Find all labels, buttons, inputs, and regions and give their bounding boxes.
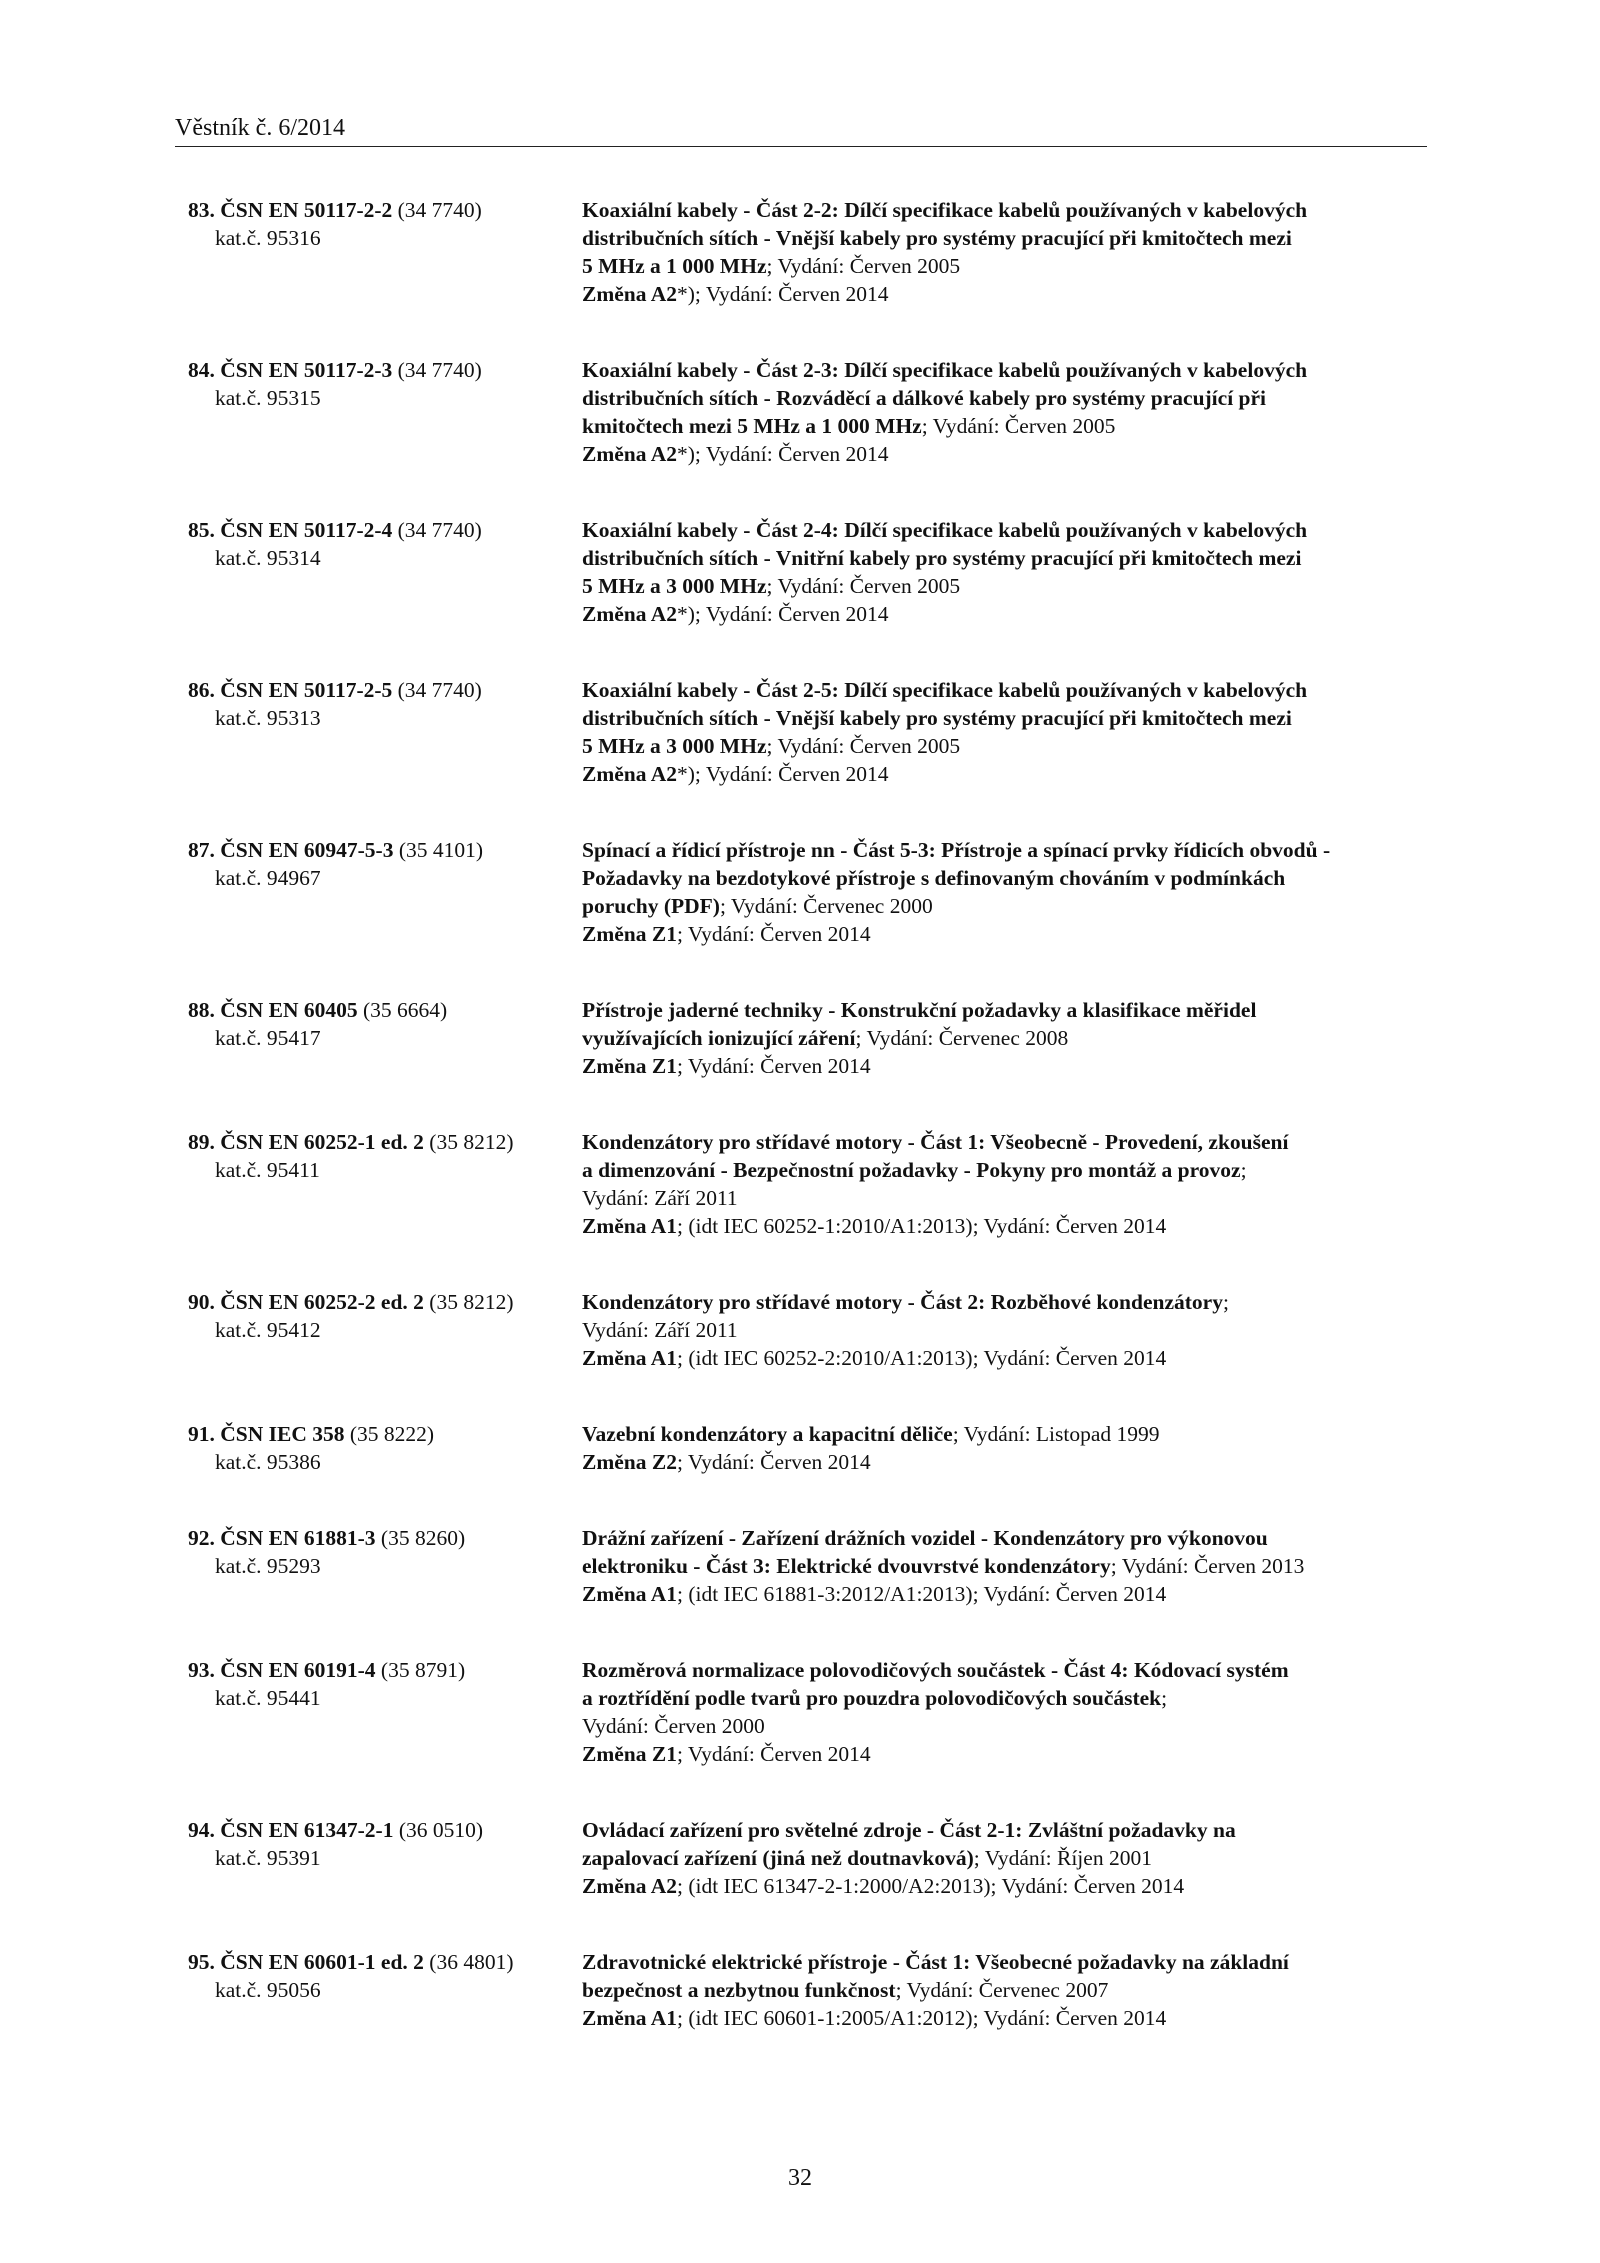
description-bold-text: Kondenzátory pro střídavé motory - Část 1: Všeobecně - Provedení, zkoušení — [582, 1130, 1289, 1154]
catalog-number: kat.č. 94967 — [215, 866, 321, 890]
standard-description — [582, 1656, 1422, 1768]
description-bold-text: Přístroje jaderné techniky - Konstrukční požadavky a klasifikace měřidel — [582, 998, 1257, 1022]
list-item — [0, 356, 1600, 516]
description-text: ; Vydání: Červen 2014 — [676, 1054, 871, 1078]
description-text: ; Vydání: Červen 2005 — [766, 574, 961, 598]
description-bold-text: Změna Z1 — [582, 1742, 677, 1766]
description-bold-text: Vazební kondenzátory a kapacitní děliče — [582, 1422, 953, 1446]
standard-identifier — [188, 1656, 568, 1712]
standard-identifier — [188, 996, 568, 1052]
description-text: ; (idt IEC 60252-1:2010/A1:2013); Vydání: Červen 2014 — [676, 1214, 1167, 1238]
catalog-number: kat.č. 95316 — [215, 226, 321, 250]
description-bold-text: distribučních sítích - Rozváděcí a dálkové kabely pro systémy pracující při — [582, 386, 1267, 410]
entry-number: 86. — [188, 678, 215, 702]
standard-code: ČSN EN 50117-2-4 — [220, 518, 393, 542]
description-bold-text: kmitočtech mezi 5 MHz a 1 000 MHz — [582, 414, 922, 438]
description-line — [582, 1316, 1422, 1344]
description-text: ; Vydání: Červenec 2008 — [855, 1026, 1069, 1050]
description-line — [582, 1740, 1422, 1768]
classification-code: (35 6664) — [363, 998, 448, 1022]
entry-number: 84. — [188, 358, 215, 382]
description-bold-text: Změna A1 — [582, 2006, 677, 2030]
standard-description — [582, 1420, 1422, 1476]
description-line — [582, 412, 1422, 440]
description-bold-text: distribučních sítích - Vnější kabely pro systémy pracující při kmitočtech mezi — [582, 226, 1292, 250]
description-text: *); Vydání: Červen 2014 — [676, 282, 889, 306]
standard-description — [582, 1816, 1422, 1900]
standard-identifier — [188, 196, 568, 252]
description-text: ; Vydání: Červen 2014 — [676, 1742, 871, 1766]
standard-description — [582, 836, 1422, 948]
description-line — [582, 1524, 1422, 1552]
description-text: ; (idt IEC 60601-1:2005/A1:2012); Vydání: Červen 2014 — [676, 2006, 1167, 2030]
standard-description — [582, 356, 1422, 468]
description-line — [582, 1872, 1422, 1900]
description-text: Vydání: Září 2011 — [582, 1318, 738, 1342]
description-bold-text: distribučních sítích - Vnitřní kabely pro systémy pracující při kmitočtech mezi — [582, 546, 1302, 570]
classification-code: (35 8791) — [380, 1658, 466, 1682]
description-text: ; Vydání: Červen 2014 — [676, 1450, 871, 1474]
description-text: ; (idt IEC 61347-2-1:2000/A2:2013); Vydání: Červen 2014 — [676, 1874, 1185, 1898]
description-bold-text: využívajících ionizující záření — [582, 1026, 856, 1050]
description-line — [582, 732, 1422, 760]
list-item — [0, 676, 1600, 836]
standard-code: ČSN EN 60252-1 ed. 2 — [220, 1130, 424, 1154]
standard-description — [582, 516, 1422, 628]
description-line — [582, 1024, 1422, 1052]
standard-code: ČSN EN 60601-1 ed. 2 — [220, 1950, 424, 1974]
description-bold-text: a dimenzování - Bezpečnostní požadavky - Pokyny pro montáž a provoz — [582, 1158, 1241, 1182]
description-line — [582, 1448, 1422, 1476]
classification-code: (35 8212) — [429, 1130, 514, 1154]
description-bold-text: Koaxiální kabely - Část 2-5: Dílčí specifikace kabelů používaných v kabelových — [582, 678, 1308, 702]
description-bold-text: Změna A2 — [582, 282, 677, 306]
classification-code: (34 7740) — [397, 198, 482, 222]
standard-code: ČSN EN 60252-2 ed. 2 — [220, 1290, 424, 1314]
description-line — [582, 1656, 1422, 1684]
standard-code: ČSN IEC 358 — [220, 1422, 345, 1446]
standards-list — [0, 196, 1600, 2080]
standard-code: ČSN EN 61881-3 — [220, 1526, 376, 1550]
description-bold-text: Změna A2 — [582, 442, 677, 466]
description-bold-text: Změna A1 — [582, 1346, 677, 1370]
description-line — [582, 892, 1422, 920]
standard-identifier — [188, 1420, 568, 1476]
description-text: *); Vydání: Červen 2014 — [676, 762, 889, 786]
description-bold-text: Změna Z1 — [582, 1054, 677, 1078]
description-line — [582, 1580, 1422, 1608]
standard-description — [582, 1288, 1422, 1372]
catalog-number: kat.č. 95313 — [215, 706, 321, 730]
description-line — [582, 600, 1422, 628]
list-item — [0, 1420, 1600, 1524]
classification-code: (34 7740) — [397, 358, 482, 382]
description-bold-text: Změna A2 — [582, 602, 677, 626]
description-line — [582, 280, 1422, 308]
standard-identifier — [188, 516, 568, 572]
catalog-number: kat.č. 95391 — [215, 1846, 321, 1870]
list-item — [0, 1948, 1600, 2080]
header-title: Věstník č. 6/2014 — [175, 115, 345, 141]
description-line — [582, 1288, 1422, 1316]
description-line — [582, 1948, 1422, 1976]
description-bold-text: Ovládací zařízení pro světelné zdroje - Část 2-1: Zvláštní požadavky na — [582, 1818, 1236, 1842]
description-text: ; Vydání: Říjen 2001 — [973, 1846, 1152, 1870]
description-bold-text: Změna A2 — [582, 762, 677, 786]
description-text: Vydání: Září 2011 — [582, 1186, 738, 1210]
entry-number: 94. — [188, 1818, 215, 1842]
standard-code: ČSN EN 50117-2-3 — [220, 358, 393, 382]
description-bold-text: 5 MHz a 3 000 MHz — [582, 574, 767, 598]
description-bold-text: Kondenzátory pro střídavé motory - Část 2: Rozběhové kondenzátory — [582, 1290, 1223, 1314]
description-text: *); Vydání: Červen 2014 — [676, 602, 889, 626]
description-line — [582, 1712, 1422, 1740]
standard-code: ČSN EN 50117-2-5 — [220, 678, 393, 702]
list-item — [0, 196, 1600, 356]
description-text: ; (idt IEC 61881-3:2012/A1:2013); Vydání: Červen 2014 — [676, 1582, 1167, 1606]
description-line — [582, 676, 1422, 704]
description-text: ; Vydání: Červen 2005 — [766, 254, 961, 278]
catalog-number: kat.č. 95411 — [215, 1158, 320, 1182]
catalog-number: kat.č. 95315 — [215, 386, 321, 410]
entry-number: 93. — [188, 1658, 215, 1682]
entry-number: 89. — [188, 1130, 215, 1154]
catalog-number: kat.č. 95412 — [215, 1318, 321, 1342]
classification-code: (35 8260) — [380, 1526, 466, 1550]
standard-description — [582, 196, 1422, 308]
description-text: ; — [1240, 1158, 1247, 1182]
list-item — [0, 1288, 1600, 1420]
entry-number: 92. — [188, 1526, 215, 1550]
description-line — [582, 516, 1422, 544]
list-item — [0, 1128, 1600, 1288]
description-bold-text: Rozměrová normalizace polovodičových součástek - Část 4: Kódovací systém — [582, 1658, 1289, 1682]
catalog-number: kat.č. 95441 — [215, 1686, 321, 1710]
description-bold-text: poruchy (PDF) — [582, 894, 720, 918]
list-item — [0, 1816, 1600, 1948]
description-line — [582, 1552, 1422, 1580]
description-bold-text: Změna Z1 — [582, 922, 677, 946]
standard-identifier — [188, 1128, 568, 1184]
list-item — [0, 836, 1600, 996]
standard-identifier — [188, 1524, 568, 1580]
description-bold-text: Změna Z2 — [582, 1450, 677, 1474]
standard-description — [582, 996, 1422, 1080]
description-line — [582, 440, 1422, 468]
standard-identifier — [188, 356, 568, 412]
entry-number: 88. — [188, 998, 215, 1022]
catalog-number: kat.č. 95293 — [215, 1554, 321, 1578]
description-bold-text: distribučních sítích - Vnější kabely pro systémy pracující při kmitočtech mezi — [582, 706, 1292, 730]
description-text: *); Vydání: Červen 2014 — [676, 442, 889, 466]
description-line — [582, 920, 1422, 948]
description-text: ; — [1161, 1686, 1168, 1710]
description-text: ; Vydání: Listopad 1999 — [952, 1422, 1160, 1446]
classification-code: (34 7740) — [397, 678, 482, 702]
standard-description — [582, 1948, 1422, 2032]
entry-number: 85. — [188, 518, 215, 542]
description-line — [582, 1184, 1422, 1212]
entry-number: 91. — [188, 1422, 215, 1446]
description-line — [582, 2004, 1422, 2032]
description-bold-text: Požadavky na bezdotykové přístroje s definovaným chováním v podmínkách — [582, 866, 1286, 890]
standard-identifier — [188, 1816, 568, 1872]
page-number: 32 — [788, 2165, 812, 2191]
description-text: ; (idt IEC 60252-2:2010/A1:2013); Vydání: Červen 2014 — [676, 1346, 1167, 1370]
list-item — [0, 1524, 1600, 1656]
description-line — [582, 384, 1422, 412]
description-text: ; Vydání: Červen 2005 — [921, 414, 1116, 438]
classification-code: (34 7740) — [397, 518, 482, 542]
entry-number: 95. — [188, 1950, 215, 1974]
list-item — [0, 516, 1600, 676]
description-bold-text: elektroniku - Část 3: Elektrické dvouvrstvé kondenzátory — [582, 1554, 1111, 1578]
description-bold-text: Koaxiální kabely - Část 2-2: Dílčí specifikace kabelů používaných v kabelových — [582, 198, 1308, 222]
standard-code: ČSN EN 60947-5-3 — [220, 838, 394, 862]
description-line — [582, 760, 1422, 788]
classification-code: (36 0510) — [398, 1818, 484, 1842]
classification-code: (35 8212) — [429, 1290, 514, 1314]
list-item — [0, 1656, 1600, 1816]
description-text: ; Vydání: Červen 2005 — [766, 734, 961, 758]
description-bold-text: Drážní zařízení - Zařízení drážních vozidel - Kondenzátory pro výkonovou — [582, 1526, 1268, 1550]
description-bold-text: Koaxiální kabely - Část 2-4: Dílčí specifikace kabelů používaných v kabelových — [582, 518, 1308, 542]
description-line — [582, 1976, 1422, 2004]
description-bold-text: Spínací a řídicí přístroje nn - Část 5-3: Přístroje a spínací prvky řídicích obvodů - — [582, 838, 1331, 862]
description-bold-text: Změna A1 — [582, 1214, 677, 1238]
description-line — [582, 836, 1422, 864]
description-bold-text: Změna A2 — [582, 1874, 677, 1898]
description-line — [582, 1156, 1422, 1184]
description-line — [582, 1052, 1422, 1080]
description-line — [582, 996, 1422, 1024]
description-text: ; — [1222, 1290, 1229, 1314]
description-line — [582, 1684, 1422, 1712]
standard-description — [582, 1524, 1422, 1608]
description-text: Vydání: Červen 2000 — [582, 1714, 765, 1738]
description-line — [582, 1420, 1422, 1448]
description-bold-text: Změna A1 — [582, 1582, 677, 1606]
description-line — [582, 544, 1422, 572]
classification-code: (35 4101) — [398, 838, 484, 862]
description-line — [582, 356, 1422, 384]
standard-description — [582, 1128, 1422, 1240]
standard-identifier — [188, 1948, 568, 2004]
page-header — [175, 112, 1427, 147]
description-bold-text: Zdravotnické elektrické přístroje - Část 1: Všeobecné požadavky na základní — [582, 1950, 1289, 1974]
description-line — [582, 1212, 1422, 1240]
catalog-number: kat.č. 95417 — [215, 1026, 321, 1050]
description-line — [582, 196, 1422, 224]
description-line — [582, 1344, 1422, 1372]
description-text: ; Vydání: Červen 2013 — [1110, 1554, 1305, 1578]
description-line — [582, 704, 1422, 732]
description-bold-text: zapalovací zařízení (jiná než doutnavková) — [582, 1846, 974, 1870]
catalog-number: kat.č. 95314 — [215, 546, 321, 570]
catalog-number: kat.č. 95056 — [215, 1978, 321, 2002]
description-line — [582, 252, 1422, 280]
description-text: ; Vydání: Červenec 2007 — [895, 1978, 1109, 2002]
description-bold-text: bezpečnost a nezbytnou funkčnost — [582, 1978, 896, 2002]
standard-code: ČSN EN 61347-2-1 — [220, 1818, 394, 1842]
classification-code: (36 4801) — [429, 1950, 514, 1974]
standard-identifier — [188, 836, 568, 892]
standard-identifier — [188, 676, 568, 732]
entry-number: 83. — [188, 198, 215, 222]
standard-description — [582, 676, 1422, 788]
standard-code: ČSN EN 60405 — [220, 998, 358, 1022]
description-line — [582, 572, 1422, 600]
description-bold-text: 5 MHz a 3 000 MHz — [582, 734, 767, 758]
description-bold-text: 5 MHz a 1 000 MHz — [582, 254, 767, 278]
description-line — [582, 864, 1422, 892]
catalog-number: kat.č. 95386 — [215, 1450, 321, 1474]
list-item — [0, 996, 1600, 1128]
standard-code: ČSN EN 60191-4 — [220, 1658, 376, 1682]
entry-number: 87. — [188, 838, 215, 862]
standard-code: ČSN EN 50117-2-2 — [220, 198, 393, 222]
classification-code: (35 8222) — [349, 1422, 435, 1446]
entry-number: 90. — [188, 1290, 215, 1314]
description-text: ; Vydání: Červen 2014 — [676, 922, 871, 946]
description-line — [582, 1844, 1422, 1872]
description-line — [582, 1128, 1422, 1156]
description-bold-text: a roztřídění podle tvarů pro pouzdra polovodičových součástek — [582, 1686, 1162, 1710]
description-line — [582, 224, 1422, 252]
standard-identifier — [188, 1288, 568, 1344]
description-text: ; Vydání: Červenec 2000 — [719, 894, 933, 918]
description-bold-text: Koaxiální kabely - Část 2-3: Dílčí specifikace kabelů používaných v kabelových — [582, 358, 1308, 382]
description-line — [582, 1816, 1422, 1844]
